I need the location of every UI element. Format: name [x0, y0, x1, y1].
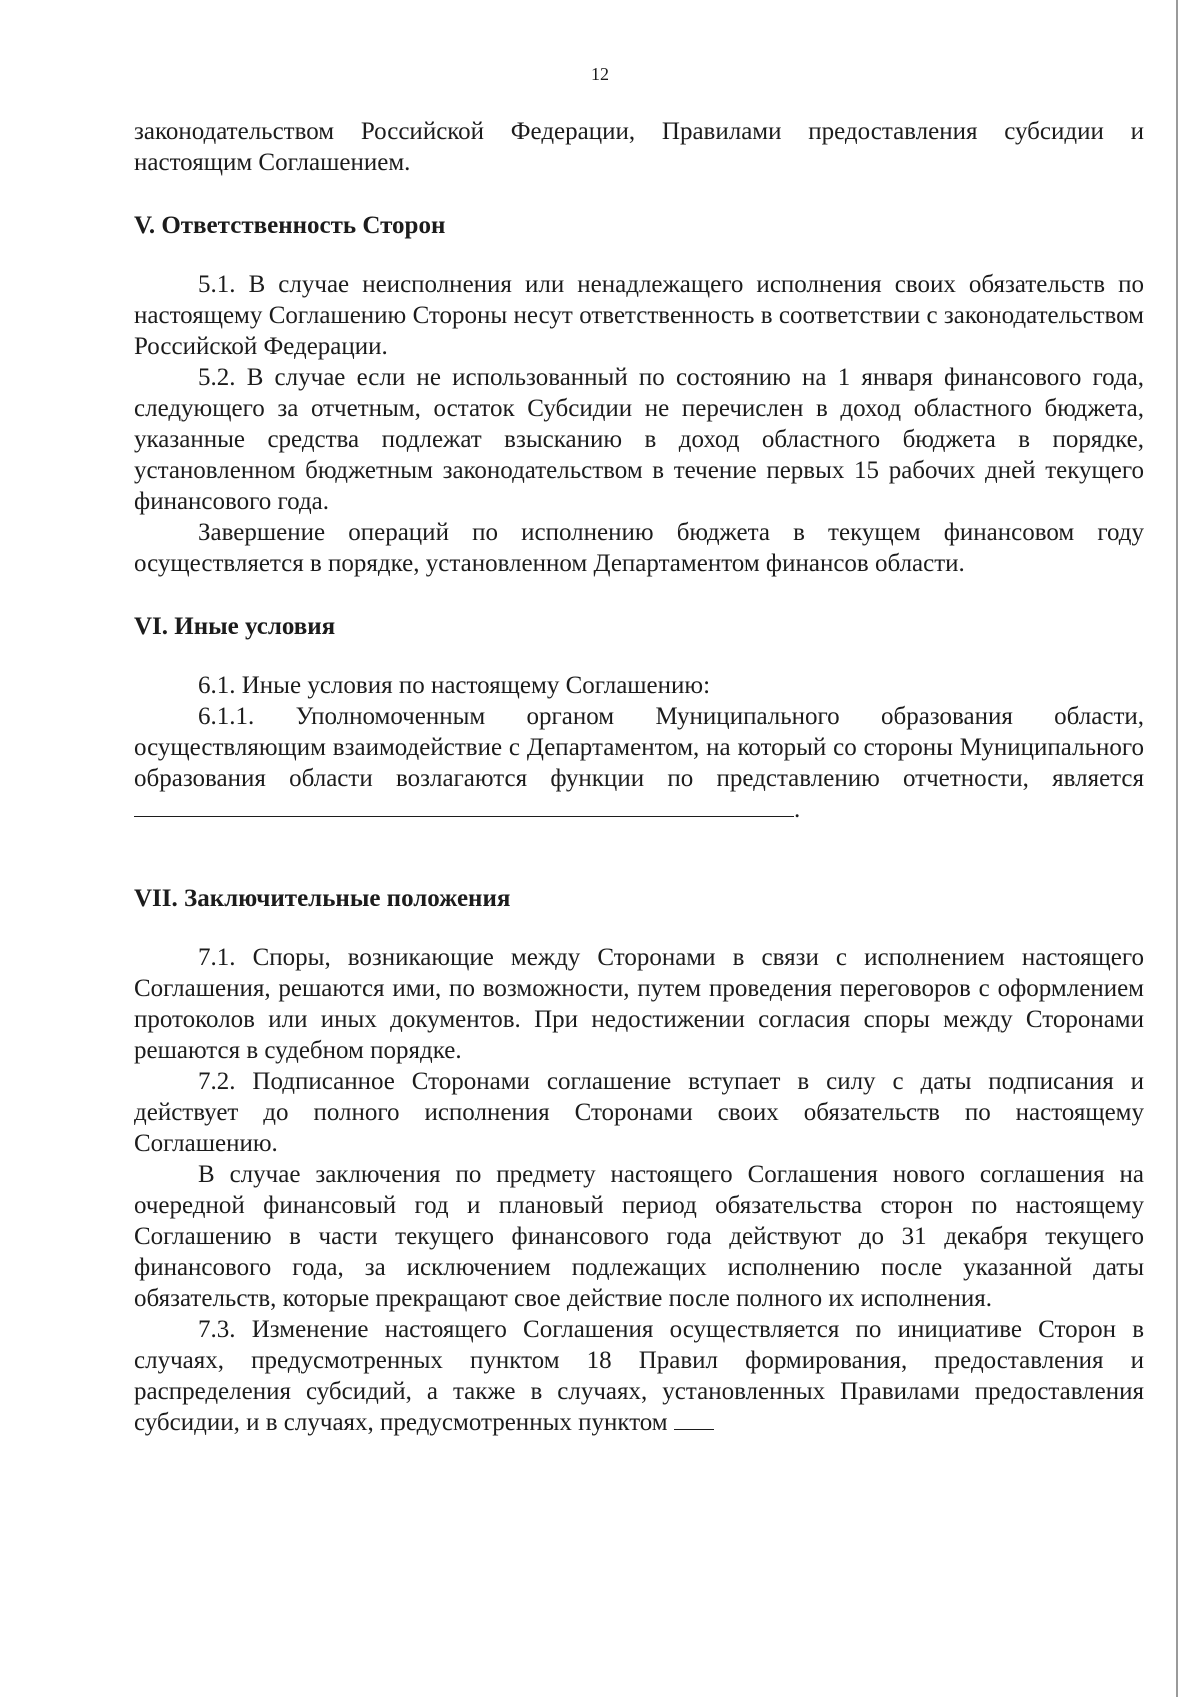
paragraph-5-2: 5.2. В случае если не использованный по состоянию на 1 января финансового года, следующего за отчетным, остаток Субсидии не перечислен в доход областного бюджета, указанные средства подлежат взысканию в доход областного бюджета в порядке, установленном бюджетным законодательством в течение первых 15 рабочих дней текущего финансового года. [134, 364, 1144, 515]
section-7-title: VII. Заключительные положения [134, 885, 511, 912]
paragraph-7-2: 7.2. Подписанное Сторонами соглашение вступает в силу с даты подписания и действует до полного исполнения Сторонами своих обязательств по настоящему Соглашению. [134, 1068, 1144, 1157]
paragraph-5-2-completion: Завершение операций по исполнению бюджета в текущем финансовом году осуществляется в порядке, установленном Департаментом финансов области. [134, 519, 1144, 577]
paragraph-6-1-1-period: . [794, 796, 801, 823]
paragraph-7-2-new-agreement: В случае заключения по предмету настоящего Соглашения нового соглашения на очередной финансовый год и плановый период обязательства сторон по настоящему Соглашению в части текущего финансового года действуют до 31 декабря текущего финансового года, за исключением подлежащих исполнению после указанной даты обязательств, которые прекращают свое действие после полного их исполнения. [134, 1161, 1144, 1312]
intro-paragraph: законодательством Российской Федерации, Правилами предоставления субсидии и настоящим Соглашением. [134, 118, 1144, 176]
fill-in-blank [134, 794, 794, 817]
document-body [134, 116, 1144, 1438]
fill-in-blank-short [674, 1407, 714, 1430]
paragraph-7-1: 7.1. Споры, возникающие между Сторонами в связи с исполнением настоящего Соглашения, решаются ими, по возможности, путем проведения переговоров с оформлением протоколов или иных документов. При недостижении согласия споры между Сторонами решаются в судебном порядке. [134, 944, 1144, 1064]
paragraph-6-1-1 [134, 701, 1144, 825]
paragraph-7-3-text: 7.3. Изменение настоящего Соглашения осуществляется по инициативе Сторон в случаях, предусмотренных пунктом 18 Правил формирования, предоставления и распределения субсидий, а также в случаях, установленных Правилами предоставления субсидии, и в случаях, предусмотренных пунктом [134, 1316, 1144, 1436]
page-number: 12 [591, 64, 609, 84]
section-6-title: VI. Иные условия [134, 613, 336, 640]
paragraph-7-3 [134, 1314, 1144, 1438]
paragraph-6-1: 6.1. Иные условия по настоящему Соглашению: [198, 672, 711, 699]
paragraph-6-1-1-text: 6.1.1. Уполномоченным органом Муниципального образования области, осуществляющим взаимодействие с Департаментом, на который со стороны Муниципального образования области возлагаются функции по представлению отчетности, является [134, 703, 1144, 792]
section-5-title: V. Ответственность Сторон [134, 212, 446, 239]
page-edge-divider [1176, 0, 1178, 1697]
paragraph-5-1: 5.1. В случае неисполнения или ненадлежащего исполнения своих обязательств по настоящему Соглашению Стороны несут ответственность в соответствии с законодательством Российской Федерации. [134, 271, 1144, 360]
